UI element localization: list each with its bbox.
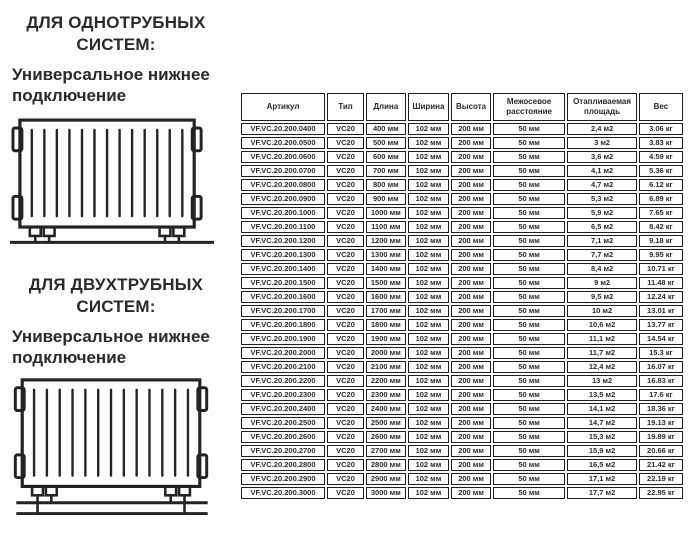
radiator-icon xyxy=(10,112,214,247)
table-cell: 200 мм xyxy=(451,459,491,471)
table-cell: 2700 мм xyxy=(366,445,406,457)
table-cell: VF.VC.20.200.1000 xyxy=(241,207,325,219)
table-cell: 1500 мм xyxy=(366,277,406,289)
table-cell: 21.42 кг xyxy=(639,459,683,471)
table-cell: 10.71 кг xyxy=(639,263,683,275)
table-cell: 102 мм xyxy=(408,123,450,135)
table-cell: 7,7 м2 xyxy=(567,249,636,261)
table-row xyxy=(241,305,683,317)
table-cell: VF.VC.20.200.0600 xyxy=(241,151,325,163)
table-cell: 50 мм xyxy=(493,305,565,317)
table-cell: 22.19 кг xyxy=(639,473,683,485)
table-cell: 50 мм xyxy=(493,319,565,331)
column-header-3: Ширина xyxy=(408,93,450,121)
table-cell: VF.VC.20.200.0700 xyxy=(241,165,325,177)
table-cell: 102 мм xyxy=(408,473,450,485)
table-cell: 1100 мм xyxy=(366,221,406,233)
two-pipe-radiator-diagram xyxy=(10,372,214,518)
table-cell: 17.6 кг xyxy=(639,389,683,401)
table-cell: 11,1 м2 xyxy=(567,333,636,345)
table-row xyxy=(241,347,683,359)
table-cell: VC20 xyxy=(327,487,364,499)
table-cell: 15,9 м2 xyxy=(567,445,636,457)
radiator-icon xyxy=(10,372,214,518)
spec-table-body xyxy=(241,123,683,499)
table-cell: 9.95 кг xyxy=(639,249,683,261)
table-cell: 50 мм xyxy=(493,151,565,163)
column-header-2: Длина xyxy=(366,93,406,121)
table-cell: 50 мм xyxy=(493,137,565,149)
table-cell: 102 мм xyxy=(408,445,450,457)
table-row xyxy=(241,473,683,485)
table-cell: 200 мм xyxy=(451,123,491,135)
table-cell: 200 мм xyxy=(451,431,491,443)
table-cell: 1200 мм xyxy=(366,235,406,247)
table-cell: 50 мм xyxy=(493,165,565,177)
table-row xyxy=(241,193,683,205)
table-cell: 12.24 кг xyxy=(639,291,683,303)
table-cell: 200 мм xyxy=(451,361,491,373)
spec-table-header-row xyxy=(241,93,683,121)
table-cell: 102 мм xyxy=(408,207,450,219)
table-cell: 50 мм xyxy=(493,347,565,359)
table-cell: 1300 мм xyxy=(366,249,406,261)
table-cell: 13 м2 xyxy=(567,375,636,387)
table-cell: VC20 xyxy=(327,151,364,163)
single-pipe-connection-note: Универсальное нижнее подключение xyxy=(12,65,210,105)
table-cell: 11,7 м2 xyxy=(567,347,636,359)
table-cell: 102 мм xyxy=(408,361,450,373)
table-row xyxy=(241,221,683,233)
table-cell: 200 мм xyxy=(451,263,491,275)
table-cell: VC20 xyxy=(327,193,364,205)
table-cell: 600 мм xyxy=(366,151,406,163)
table-cell: VF.VC.20.200.2300 xyxy=(241,389,325,401)
table-cell: 200 мм xyxy=(451,375,491,387)
table-cell: 14,1 м2 xyxy=(567,403,636,415)
table-cell: 50 мм xyxy=(493,417,565,429)
table-cell: 4,7 м2 xyxy=(567,179,636,191)
table-cell: VC20 xyxy=(327,263,364,275)
table-cell: VC20 xyxy=(327,333,364,345)
table-cell: 13,5 м2 xyxy=(567,389,636,401)
table-cell: 50 мм xyxy=(493,249,565,261)
table-cell: 6,5 м2 xyxy=(567,221,636,233)
table-cell: 2100 мм xyxy=(366,361,406,373)
table-cell: 102 мм xyxy=(408,249,450,261)
table-cell: 800 мм xyxy=(366,179,406,191)
table-cell: 2,4 м2 xyxy=(567,123,636,135)
table-cell: 2900 мм xyxy=(366,473,406,485)
table-row xyxy=(241,263,683,275)
table-cell: VF.VC.20.200.2100 xyxy=(241,361,325,373)
table-row xyxy=(241,249,683,261)
table-cell: 50 мм xyxy=(493,277,565,289)
table-cell: 102 мм xyxy=(408,403,450,415)
table-cell: VF.VC.20.200.2800 xyxy=(241,459,325,471)
column-header-4: Высота xyxy=(451,93,491,121)
table-cell: 50 мм xyxy=(493,235,565,247)
table-cell: 17,1 м2 xyxy=(567,473,636,485)
table-cell: 50 мм xyxy=(493,193,565,205)
table-cell: 22.95 кг xyxy=(639,487,683,499)
table-cell: 5,9 м2 xyxy=(567,207,636,219)
table-cell: 4.59 кг xyxy=(639,151,683,163)
table-row xyxy=(241,445,683,457)
table-cell: VF.VC.20.200.1300 xyxy=(241,249,325,261)
table-cell: VF.VC.20.200.1600 xyxy=(241,291,325,303)
table-cell: 200 мм xyxy=(451,235,491,247)
table-cell: 9,5 м2 xyxy=(567,291,636,303)
table-cell: 102 мм xyxy=(408,263,450,275)
table-cell: VF.VC.20.200.1400 xyxy=(241,263,325,275)
table-row xyxy=(241,431,683,443)
column-header-5: Межосевое расстояние xyxy=(493,93,565,121)
table-cell: 200 мм xyxy=(451,193,491,205)
table-cell: 2300 мм xyxy=(366,389,406,401)
table-cell: 15,3 м2 xyxy=(567,431,636,443)
left-panel xyxy=(8,0,233,535)
table-cell: 200 мм xyxy=(451,207,491,219)
table-cell: 50 мм xyxy=(493,361,565,373)
column-header-6: Отапливаемая площадь xyxy=(567,93,636,121)
table-cell: 102 мм xyxy=(408,291,450,303)
table-cell: 14.54 кг xyxy=(639,333,683,345)
table-cell: 50 мм xyxy=(493,221,565,233)
table-cell: VC20 xyxy=(327,123,364,135)
table-cell: 10 м2 xyxy=(567,305,636,317)
table-cell: 102 мм xyxy=(408,347,450,359)
table-cell: VF.VC.20.200.0900 xyxy=(241,193,325,205)
table-cell: 102 мм xyxy=(408,151,450,163)
table-cell: VF.VC.20.200.2000 xyxy=(241,347,325,359)
table-row xyxy=(241,361,683,373)
table-cell: 17,7 м2 xyxy=(567,487,636,499)
table-cell: VC20 xyxy=(327,459,364,471)
table-cell: 102 мм xyxy=(408,277,450,289)
table-cell: 200 мм xyxy=(451,473,491,485)
table-cell: 102 мм xyxy=(408,235,450,247)
table-cell: 1000 мм xyxy=(366,207,406,219)
table-cell: 20.66 кг xyxy=(639,445,683,457)
table-cell: VF.VC.20.200.0500 xyxy=(241,137,325,149)
table-row xyxy=(241,179,683,191)
single-pipe-heading: ДЛЯ ОДНОТРУБНЫХ СИСТЕМ: xyxy=(26,13,206,54)
table-cell: 11.48 кг xyxy=(639,277,683,289)
table-cell: VC20 xyxy=(327,431,364,443)
table-cell: 102 мм xyxy=(408,221,450,233)
table-cell: VF.VC.20.200.0800 xyxy=(241,179,325,191)
table-cell: VC20 xyxy=(327,347,364,359)
table-cell: 7.65 кг xyxy=(639,207,683,219)
table-cell: VC20 xyxy=(327,137,364,149)
table-row xyxy=(241,417,683,429)
table-cell: 500 мм xyxy=(366,137,406,149)
table-cell: 6.12 кг xyxy=(639,179,683,191)
table-cell: 50 мм xyxy=(493,459,565,471)
table-cell: VF.VC.20.200.2600 xyxy=(241,431,325,443)
table-row xyxy=(241,151,683,163)
table-cell: VF.VC.20.200.2200 xyxy=(241,375,325,387)
table-row xyxy=(241,319,683,331)
table-cell: 9.18 кг xyxy=(639,235,683,247)
table-cell: 5.36 кг xyxy=(639,165,683,177)
table-cell: VF.VC.20.200.0400 xyxy=(241,123,325,135)
table-cell: VF.VC.20.200.1700 xyxy=(241,305,325,317)
table-cell: VF.VC.20.200.1500 xyxy=(241,277,325,289)
table-row xyxy=(241,277,683,289)
spec-table xyxy=(239,91,685,501)
table-cell: 50 мм xyxy=(493,431,565,443)
table-cell: 102 мм xyxy=(408,389,450,401)
table-cell: 10,6 м2 xyxy=(567,319,636,331)
table-cell: VC20 xyxy=(327,417,364,429)
table-cell: 50 мм xyxy=(493,473,565,485)
table-cell: 102 мм xyxy=(408,459,450,471)
table-cell: 50 мм xyxy=(493,403,565,415)
table-cell: 50 мм xyxy=(493,389,565,401)
table-cell: 1900 мм xyxy=(366,333,406,345)
table-cell: VC20 xyxy=(327,249,364,261)
table-cell: 50 мм xyxy=(493,375,565,387)
table-cell: 102 мм xyxy=(408,333,450,345)
table-cell: 200 мм xyxy=(451,347,491,359)
table-cell: VC20 xyxy=(327,445,364,457)
table-cell: 1700 мм xyxy=(366,305,406,317)
table-cell: 200 мм xyxy=(451,487,491,499)
table-cell: 200 мм xyxy=(451,277,491,289)
table-cell: 102 мм xyxy=(408,193,450,205)
table-cell: 13.01 кг xyxy=(639,305,683,317)
table-row xyxy=(241,165,683,177)
table-cell: VC20 xyxy=(327,165,364,177)
table-cell: VC20 xyxy=(327,403,364,415)
table-cell: 1600 мм xyxy=(366,291,406,303)
table-cell: 200 мм xyxy=(451,389,491,401)
table-cell: 200 мм xyxy=(451,417,491,429)
table-cell: VF.VC.20.200.2900 xyxy=(241,473,325,485)
table-cell: VC20 xyxy=(327,389,364,401)
table-cell: 200 мм xyxy=(451,445,491,457)
table-cell: 16.83 кг xyxy=(639,375,683,387)
table-row xyxy=(241,123,683,135)
table-cell: 2800 мм xyxy=(366,459,406,471)
table-row xyxy=(241,375,683,387)
table-cell: 200 мм xyxy=(451,403,491,415)
table-cell: 50 мм xyxy=(493,333,565,345)
table-row xyxy=(241,389,683,401)
column-header-0: Артикул xyxy=(241,93,325,121)
table-row xyxy=(241,487,683,499)
table-cell: 7,1 м2 xyxy=(567,235,636,247)
table-cell: VC20 xyxy=(327,221,364,233)
table-cell: 18.36 кг xyxy=(639,403,683,415)
table-cell: 200 мм xyxy=(451,249,491,261)
table-cell: 200 мм xyxy=(451,179,491,191)
table-row xyxy=(241,235,683,247)
table-cell: VC20 xyxy=(327,179,364,191)
table-cell: VF.VC.20.200.1800 xyxy=(241,319,325,331)
table-cell: 13.77 кг xyxy=(639,319,683,331)
table-cell: 2600 мм xyxy=(366,431,406,443)
table-cell: 102 мм xyxy=(408,319,450,331)
table-cell: 200 мм xyxy=(451,137,491,149)
table-cell: VC20 xyxy=(327,291,364,303)
two-pipe-connection-note: Универсальное нижнее подключение xyxy=(12,327,210,367)
table-cell: 3.83 кг xyxy=(639,137,683,149)
table-cell: VF.VC.20.200.2400 xyxy=(241,403,325,415)
table-cell: 3.06 кг xyxy=(639,123,683,135)
table-row xyxy=(241,333,683,345)
table-cell: 19.13 кг xyxy=(639,417,683,429)
table-cell: VC20 xyxy=(327,319,364,331)
table-cell: 50 мм xyxy=(493,487,565,499)
table-cell: 3000 мм xyxy=(366,487,406,499)
table-cell: 9 м2 xyxy=(567,277,636,289)
table-row xyxy=(241,137,683,149)
table-row xyxy=(241,403,683,415)
table-cell: 2200 мм xyxy=(366,375,406,387)
table-row xyxy=(241,291,683,303)
two-pipe-heading: ДЛЯ ДВУХТРУБНЫХ СИСТЕМ: xyxy=(28,275,204,316)
table-cell: 50 мм xyxy=(493,263,565,275)
table-cell: 50 мм xyxy=(493,123,565,135)
table-cell: VF.VC.20.200.1100 xyxy=(241,221,325,233)
table-cell: 6.89 кг xyxy=(639,193,683,205)
table-cell: 50 мм xyxy=(493,179,565,191)
table-cell: 19.89 кг xyxy=(639,431,683,443)
table-cell: VF.VC.20.200.1200 xyxy=(241,235,325,247)
table-cell: 102 мм xyxy=(408,375,450,387)
table-cell: 16.07 кг xyxy=(639,361,683,373)
table-cell: 50 мм xyxy=(493,207,565,219)
table-cell: VC20 xyxy=(327,207,364,219)
table-cell: 2400 мм xyxy=(366,403,406,415)
table-cell: 200 мм xyxy=(451,305,491,317)
table-cell: 102 мм xyxy=(408,165,450,177)
table-cell: VC20 xyxy=(327,375,364,387)
table-cell: VC20 xyxy=(327,277,364,289)
table-cell: 200 мм xyxy=(451,165,491,177)
table-row xyxy=(241,207,683,219)
table-cell: VF.VC.20.200.2500 xyxy=(241,417,325,429)
table-cell: VC20 xyxy=(327,235,364,247)
spec-table-head xyxy=(241,93,683,121)
table-cell: 102 мм xyxy=(408,487,450,499)
table-cell: 102 мм xyxy=(408,179,450,191)
spec-table-panel xyxy=(239,91,685,501)
table-cell: 15.3 кг xyxy=(639,347,683,359)
column-header-7: Вес xyxy=(639,93,683,121)
table-row xyxy=(241,459,683,471)
table-cell: 16,5 м2 xyxy=(567,459,636,471)
table-cell: 8.42 кг xyxy=(639,221,683,233)
table-cell: 102 мм xyxy=(408,431,450,443)
table-cell: 102 мм xyxy=(408,137,450,149)
table-cell: 400 мм xyxy=(366,123,406,135)
single-pipe-radiator-diagram xyxy=(10,112,214,247)
table-cell: 14,7 м2 xyxy=(567,417,636,429)
table-cell: VF.VC.20.200.3000 xyxy=(241,487,325,499)
table-cell: VF.VC.20.200.2700 xyxy=(241,445,325,457)
table-cell: 50 мм xyxy=(493,291,565,303)
table-cell: 200 мм xyxy=(451,319,491,331)
table-cell: 102 мм xyxy=(408,305,450,317)
table-cell: 2500 мм xyxy=(366,417,406,429)
table-cell: 1400 мм xyxy=(366,263,406,275)
table-cell: 200 мм xyxy=(451,151,491,163)
table-cell: 200 мм xyxy=(451,333,491,345)
table-cell: 3 м2 xyxy=(567,137,636,149)
table-cell: VF.VC.20.200.1900 xyxy=(241,333,325,345)
table-cell: 12,4 м2 xyxy=(567,361,636,373)
table-cell: 2000 мм xyxy=(366,347,406,359)
table-cell: 200 мм xyxy=(451,221,491,233)
table-cell: VC20 xyxy=(327,473,364,485)
table-cell: 1800 мм xyxy=(366,319,406,331)
table-cell: 8,4 м2 xyxy=(567,263,636,275)
table-cell: 700 мм xyxy=(366,165,406,177)
table-cell: 5,3 м2 xyxy=(567,193,636,205)
table-cell: 102 мм xyxy=(408,417,450,429)
table-cell: 900 мм xyxy=(366,193,406,205)
table-cell: VC20 xyxy=(327,361,364,373)
table-cell: VC20 xyxy=(327,305,364,317)
table-cell: 3,6 м2 xyxy=(567,151,636,163)
table-cell: 50 мм xyxy=(493,445,565,457)
table-cell: 200 мм xyxy=(451,291,491,303)
column-header-1: Тип xyxy=(327,93,364,121)
table-cell: 4,1 м2 xyxy=(567,165,636,177)
